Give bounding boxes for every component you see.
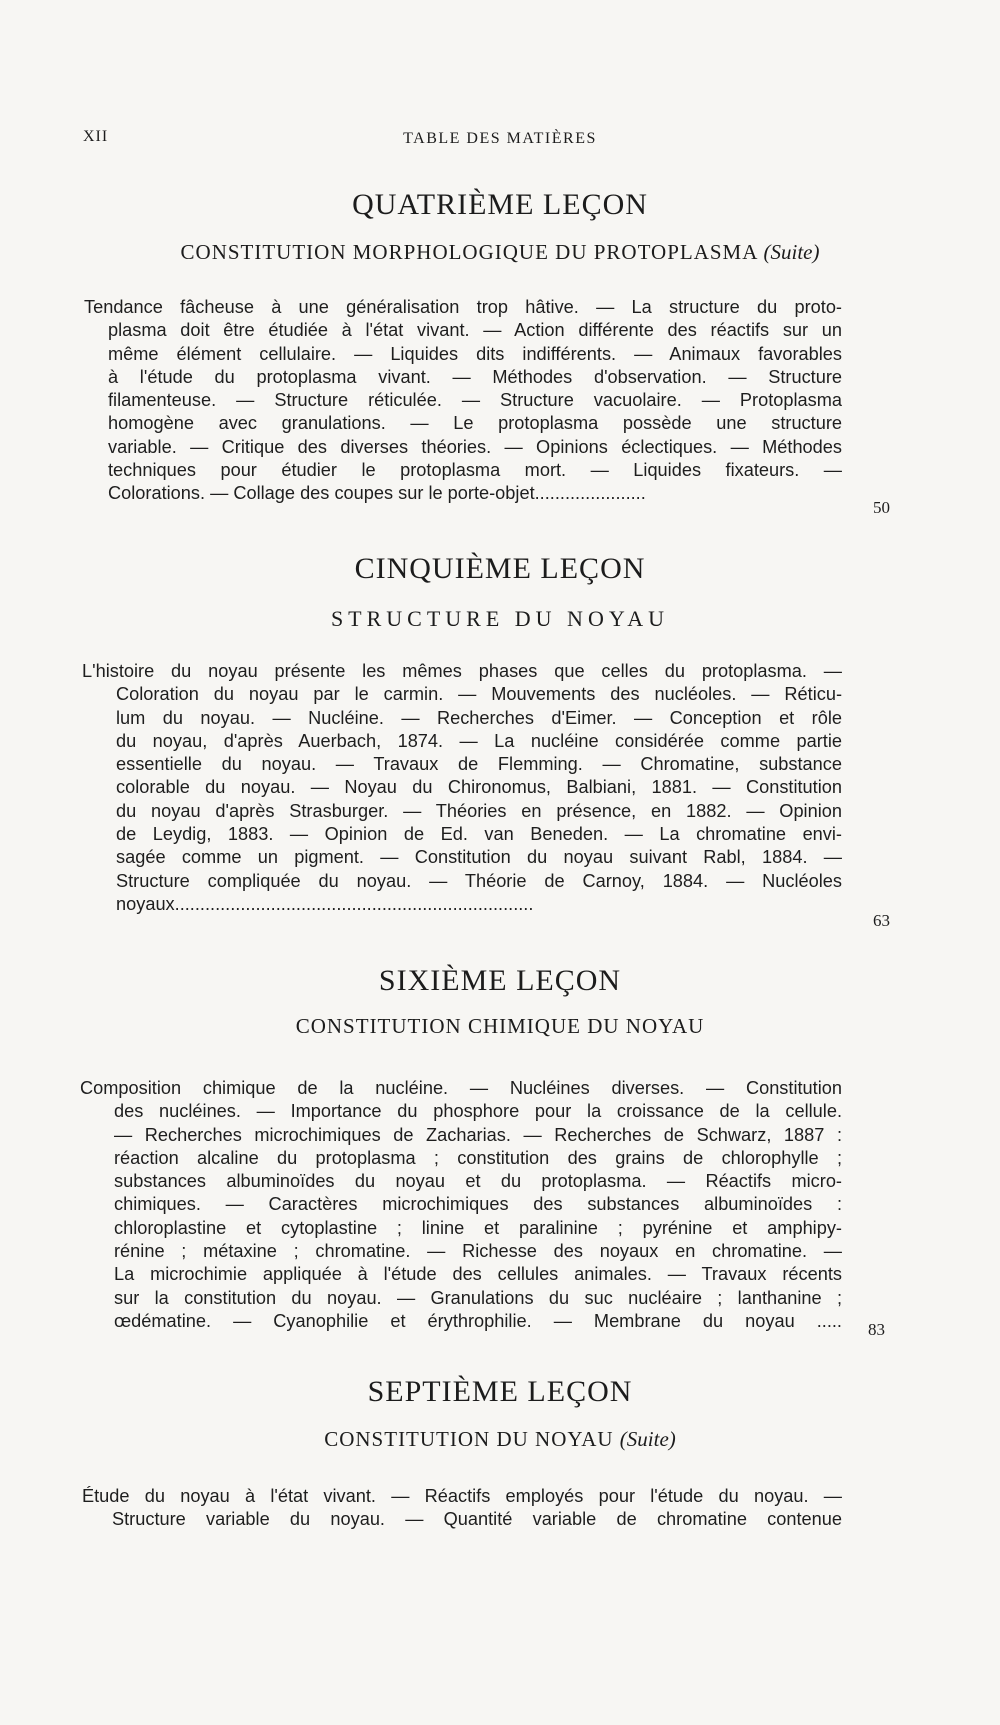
lecon-subtitle-text: CONSTITUTION MORPHOLOGIQUE DU PROTOPLASMA [180, 240, 758, 264]
summary-line: homogène avec granulations. — Le protoplasma possède une structure [108, 413, 842, 434]
lecon-subtitle-text: STRUCTURE DU NOYAU [330, 606, 670, 631]
running-head-title: TABLE DES MATIÈRES [403, 130, 597, 147]
lecon-subtitle-suffix: (Suite) [763, 240, 820, 264]
summary-line: à l'étude du protoplasma vivant. — Méthodes d'observation. — Structure [108, 366, 842, 387]
summary-line: rénine ; métaxine ; chromatine. — Richesse des noyaux en chromatine. — [114, 1241, 842, 1262]
lecon-subtitle [0, 1014, 1000, 1039]
summary-line: Tendance fâcheuse à une généralisation trop hâtive. — La structure du proto- [84, 297, 842, 317]
summary-line: du noyau d'après Strasburger. — Théories en présence, en 1882. — Opinion [116, 800, 842, 821]
page-number: 83 [868, 1320, 885, 1339]
summary-line: même élément cellulaire. — Liquides dits indifférents. — Animaux favorables [108, 343, 842, 364]
summary-line: chloroplastine et cytoplastine ; linine et paralinine ; pyrénine et amphipy- [114, 1217, 842, 1238]
summary-line: La microchimie appliquée à l'étude des cellules animales. — Travaux récents [114, 1264, 842, 1285]
summary-line: colorable du noyau. — Noyau du Chironomus, Balbiani, 1881. — Constitution [116, 777, 842, 798]
lecon-subtitle-text: CONSTITUTION CHIMIQUE DU NOYAU [295, 1014, 705, 1038]
running-head [0, 128, 1000, 152]
page-number: 50 [873, 498, 890, 517]
summary-line: Structure compliquée du noyau. — Théorie de Carnoy, 1884. — Nucléoles [116, 870, 842, 891]
lecon-7 [0, 1375, 1000, 1452]
page-number: 63 [873, 911, 890, 930]
summary-line: techniques pour étudier le protoplasma mort. — Liquides fixateurs. — [108, 460, 842, 481]
summary-line: de Leydig, 1883. — Opinion de Ed. van Beneden. — La chromatine envi- [116, 824, 842, 845]
summary-line: chimiques. — Caractères microchimiques des substances albuminoïdes : [114, 1194, 842, 1215]
lecon-5-summary [82, 660, 842, 916]
lecon-subtitle [0, 240, 1000, 265]
summary-line: lum du noyau. — Nucléine. — Recherches d'Eimer. — Conception et rôle [116, 707, 842, 728]
summary-line: réaction alcaline du protoplasma ; constitution des grains de chlorophylle ; [114, 1147, 842, 1168]
lecon-4 [0, 188, 1000, 265]
lecon-title: QUATRIÈME LEÇON [352, 188, 648, 221]
lecon-subtitle [0, 1427, 1000, 1452]
lecon-7-summary [82, 1485, 842, 1532]
summary-line: plasma doit être étudiée à l'état vivant. — Action différente des réactifs sur un [108, 320, 842, 341]
summary-line: filamenteuse. — Structure réticulée. — Structure vacuolaire. — Protoplasma [108, 390, 842, 411]
lecon-6 [0, 964, 1000, 1039]
summary-line: œdématine. — Cyanophilie et érythrophilie. — Membrane du noyau ..... [114, 1310, 842, 1331]
page-folio: XII [83, 128, 109, 145]
lecon-4-summary [84, 296, 842, 506]
summary-line: Structure variable du noyau. — Quantité variable de chromatine contenue [112, 1509, 842, 1530]
lecon-subtitle-suffix: (Suite) [619, 1427, 676, 1451]
summary-line: L'histoire du noyau présente les mêmes phases que celles du protoplasma. — [82, 661, 842, 681]
lecon-6-summary [80, 1077, 842, 1333]
summary-line: Composition chimique de la nucléine. — Nucléines diverses. — Constitution [80, 1078, 842, 1098]
summary-line: sagée comme un pigment. — Constitution du noyau suivant Rabl, 1884. — [116, 847, 842, 868]
summary-line: Colorations. — Collage des coupes sur le porte-objet...................... [108, 483, 646, 504]
lecon-5 [0, 552, 1000, 632]
lecon-title: SEPTIÈME LEÇON [367, 1375, 633, 1408]
summary-line: sur la constitution du noyau. — Granulations du suc nucléaire ; lanthanine ; [114, 1287, 842, 1308]
summary-line: variable. — Critique des diverses théories. — Opinions éclectiques. — Méthodes [108, 436, 842, 457]
lecon-subtitle-text: CONSTITUTION DU NOYAU [324, 1427, 614, 1451]
lecon-title: CINQUIÈME LEÇON [354, 552, 646, 585]
summary-line: essentielle du noyau. — Travaux de Flemming. — Chromatine, substance [116, 754, 842, 775]
summary-line: Étude du noyau à l'état vivant. — Réactifs employés pour l'étude du noyau. — [82, 1486, 842, 1506]
summary-line: substances albuminoïdes du noyau et du protoplasma. — Réactifs micro- [114, 1171, 842, 1192]
summary-line: — Recherches microchimiques de Zacharias. — Recherches de Schwarz, 1887 : [114, 1124, 842, 1145]
lecon-subtitle [0, 606, 1000, 632]
summary-line: des nucléines. — Importance du phosphore pour la croissance de la cellule. [114, 1101, 842, 1122]
summary-line: noyaux....................................................................... [116, 893, 534, 914]
summary-line: du noyau, d'après Auerbach, 1874. — La nucléine considérée comme partie [116, 730, 842, 751]
summary-line: Coloration du noyau par le carmin. — Mouvements des nucléoles. — Réticu- [116, 684, 842, 705]
lecon-title: SIXIÈME LEÇON [378, 964, 622, 997]
